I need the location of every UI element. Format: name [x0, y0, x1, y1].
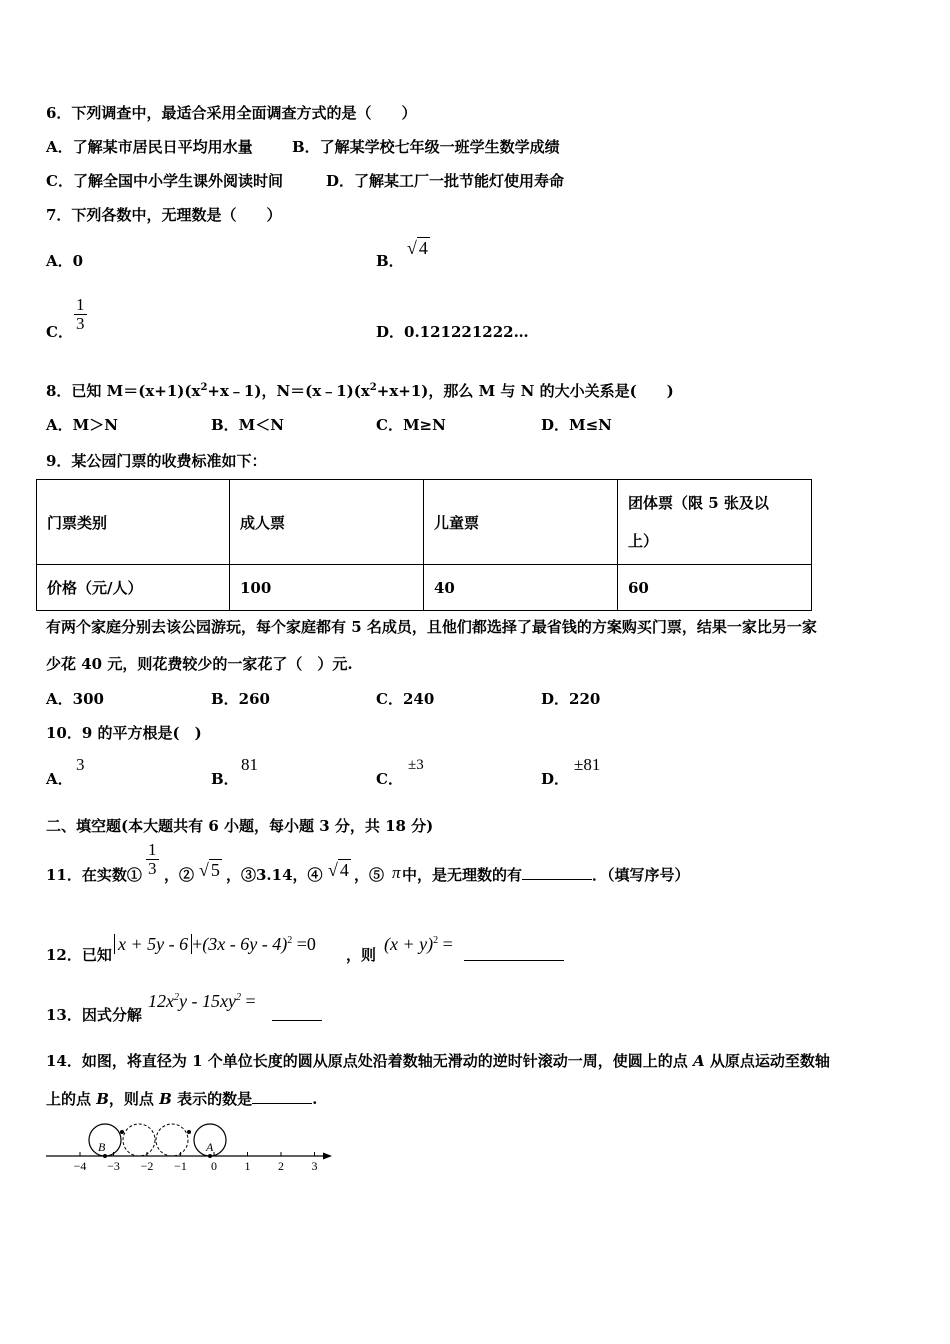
q11-tail: ．（填写序号） — [592, 866, 690, 884]
q13-expr-part2: y - 15xy — [179, 991, 236, 1011]
q14-line2-text: 上的点 — [46, 1090, 97, 1108]
tick-label: 3 — [311, 1159, 318, 1173]
price-table-header-row — [37, 480, 812, 565]
point-b-dot — [103, 1154, 107, 1158]
tick-label: −2 — [140, 1159, 154, 1173]
q8-stem — [46, 380, 674, 401]
q7-option-a — [46, 250, 83, 271]
q10-option-c-value: ±3 — [408, 757, 424, 773]
q7-option-a-value: 0 — [72, 252, 84, 270]
q13-answer-blank[interactable] — [272, 1004, 322, 1021]
q13-expression — [148, 991, 256, 1012]
q11-fraction — [146, 841, 159, 878]
q8-option-a: A．M＞N — [46, 416, 118, 434]
q8-option-c: C．M≥N — [376, 416, 446, 434]
sqrt-sign-icon: √ — [328, 860, 338, 880]
q14-point-b: B — [96, 1090, 109, 1108]
q7-option-d — [376, 321, 529, 342]
q13-prefix: 13．因式分解 — [46, 1006, 142, 1024]
q10-option-b-label: B． — [211, 770, 239, 788]
q10-option-d-value: ±81 — [574, 755, 601, 774]
q11-numerator: 1 — [148, 840, 157, 859]
q11-part3: ，③3.14，④ — [226, 866, 323, 884]
q8-option-d: D．M≤N — [541, 416, 612, 434]
price-table-cell: 100 — [230, 565, 424, 611]
q7-option-b — [376, 250, 404, 271]
q11-suffix — [402, 864, 690, 885]
q12-target-sup: 2 — [433, 935, 439, 946]
q11-sqrt5 — [199, 860, 222, 881]
price-table-cell: 成人票 — [230, 480, 424, 565]
q14-point-a: A — [692, 1052, 705, 1070]
section-2-title: 二、填空题(本大题共有 6 小题，每小题 3 分，共 18 分) — [46, 817, 434, 835]
price-table-cell — [618, 480, 812, 565]
q12-paren-expr: (3x - 6y - 4) — [202, 934, 288, 954]
q8-sup2: 2 — [369, 382, 377, 393]
q7-option-c — [46, 321, 73, 342]
q10-stem: 10．9 的平方根是( ) — [46, 724, 202, 742]
q7-option-d-label: D． — [376, 323, 405, 341]
q8-option-b: B．M＜N — [211, 416, 284, 434]
q8-stem-part1: 8．已知 M＝(x+1)(x — [46, 382, 201, 400]
q12-answer-wrap — [464, 944, 564, 965]
tick-label: −1 — [174, 1159, 187, 1173]
q9-text-line2: 少花 40 元，则花费较少的一家花了（ ）元. — [46, 655, 353, 673]
price-table — [36, 479, 812, 611]
q10-option-d-label: D． — [541, 770, 570, 788]
q7-option-c-fraction — [74, 296, 87, 333]
q12-then: ，则 — [346, 946, 377, 964]
sqrt-sign-icon: √ — [199, 860, 209, 880]
price-table-cell: 价格（元/人） — [37, 565, 230, 611]
q11-radicand-4: 4 — [339, 860, 349, 880]
tick-label: −3 — [107, 1159, 120, 1173]
tick-label: −4 — [73, 1159, 87, 1173]
rolling-point-dot — [120, 1130, 124, 1134]
price-table-cell-line1: 团体票（限 5 张及以 — [628, 494, 769, 512]
q12-target — [384, 934, 453, 955]
q14-period: . — [312, 1090, 318, 1108]
q11-answer-blank[interactable] — [522, 879, 592, 880]
q9-option-d: D．220 — [541, 690, 601, 708]
q10-option-b-value: 81 — [241, 755, 258, 774]
q12-target-expr: (x + y) — [384, 934, 434, 954]
q12-eq0: =0 — [292, 934, 316, 954]
q7-option-b-label: B． — [376, 252, 404, 270]
q9-option-c: C．240 — [376, 690, 435, 708]
q7-option-c-label: C． — [46, 323, 73, 341]
q8-sup1: 2 — [200, 382, 208, 393]
q13-sup2: 2 — [235, 992, 241, 1003]
q12-target-eq: = — [438, 934, 453, 954]
q14-line1-text: 14．如图，将直径为 1 个单位长度的圆从原点处沿着数轴无滑动的逆时针滚动一周，使圆上的点 — [46, 1052, 693, 1070]
q10-option-a-value: 3 — [76, 755, 85, 774]
q12-prefix: 12．已知 — [46, 946, 112, 964]
q6-option-b: B．了解某学校七年级一班学生数学成绩 — [292, 138, 560, 156]
q13-expr-part1: 12x — [148, 991, 174, 1011]
dashed-circle — [123, 1124, 155, 1156]
price-table-cell-line2: 上） — [628, 532, 659, 550]
q14-line2-tail: 表示的数是 — [171, 1090, 253, 1108]
q11-pi: π — [392, 863, 401, 882]
tick-label: 2 — [278, 1159, 284, 1173]
q7-option-b-radicand: 4 — [418, 238, 428, 258]
q13-sup1: 2 — [174, 992, 179, 1003]
q11-radicand-5: 5 — [210, 860, 220, 880]
q13-eq: = — [240, 991, 256, 1011]
q13-answer-wrap — [272, 1004, 322, 1025]
q8-stem-part3: +x+1)，那么 M 与 N 的大小关系是( ) — [376, 382, 674, 400]
q14-line1-tail: 从原点运动至数轴 — [704, 1052, 830, 1070]
sqrt-sign-icon: √ — [407, 238, 417, 258]
q10-option-a-label: A． — [46, 770, 73, 788]
dashed-circle — [156, 1124, 188, 1156]
q6-option-a: A．了解某市居民日平均用水量 — [46, 138, 253, 156]
q6-option-d: D．了解某工厂一批节能灯使用寿命 — [326, 172, 565, 190]
price-table-row — [37, 565, 812, 611]
q7-c-denominator: 3 — [76, 314, 85, 333]
price-table-cell: 40 — [424, 565, 618, 611]
q14-line2-mid: ，则点 — [108, 1090, 160, 1108]
q14-answer-blank[interactable] — [252, 1103, 312, 1104]
axis-arrow-icon — [323, 1153, 332, 1160]
q14-point-b2: B — [159, 1090, 172, 1108]
q9-option-a: A．300 — [46, 690, 104, 708]
q14-line2 — [46, 1088, 317, 1109]
q7-option-a-label: A． — [46, 252, 73, 270]
price-table-cell: 门票类别 — [37, 480, 230, 565]
rolling-point-dot — [187, 1130, 191, 1134]
q10-option-c-label: C． — [376, 770, 403, 788]
q11-suffix-text: 中，是无理数的有 — [402, 866, 523, 884]
q12-equation — [114, 934, 316, 955]
price-table-cell: 儿童票 — [424, 480, 618, 565]
q11-part5: ，⑤ — [354, 866, 385, 884]
number-line-figure — [40, 1114, 340, 1176]
q9-stem: 9．某公园门票的收费标准如下： — [46, 452, 267, 470]
q12-plus: + — [192, 934, 203, 954]
q12-sup: 2 — [287, 935, 293, 946]
price-table-cell: 60 — [618, 565, 812, 611]
q12-abs-expr: x + 5y - 6 — [114, 934, 192, 954]
point-a-dot — [208, 1154, 212, 1158]
label-b: B — [98, 1140, 106, 1154]
q12-answer-blank[interactable] — [464, 944, 564, 961]
tick-label: 1 — [244, 1159, 251, 1173]
label-a: A — [206, 1140, 214, 1154]
q14-line1 — [46, 1050, 830, 1071]
q7-stem: 7．下列各数中，无理数是（ ） — [46, 206, 282, 224]
q7-c-numerator: 1 — [76, 295, 85, 314]
q9-option-b: B．260 — [211, 690, 270, 708]
q6-stem: 6．下列调查中，最适合采用全面调查方式的是（ ） — [46, 104, 417, 122]
q7-option-b-sqrt — [407, 238, 430, 259]
q9-text-line1: 有两个家庭分别去该公园游玩，每个家庭都有 5 名成员，且他们都选择了最省钱的方案购买门票，结果一家比另一家 — [46, 618, 817, 636]
q11-prefix: 11．在实数① — [46, 866, 142, 884]
q11-denominator: 3 — [148, 859, 157, 878]
q7-option-d-value: 0.121221222… — [404, 323, 529, 341]
q6-option-c: C．了解全国中小学生课外阅读时间 — [46, 172, 283, 190]
q11-part2: ，② — [164, 866, 195, 884]
q8-stem-part2: +x﹣1)，N＝(x﹣1)(x — [207, 382, 370, 400]
q11-sqrt4 — [328, 860, 351, 881]
tick-label: 0 — [211, 1159, 217, 1173]
